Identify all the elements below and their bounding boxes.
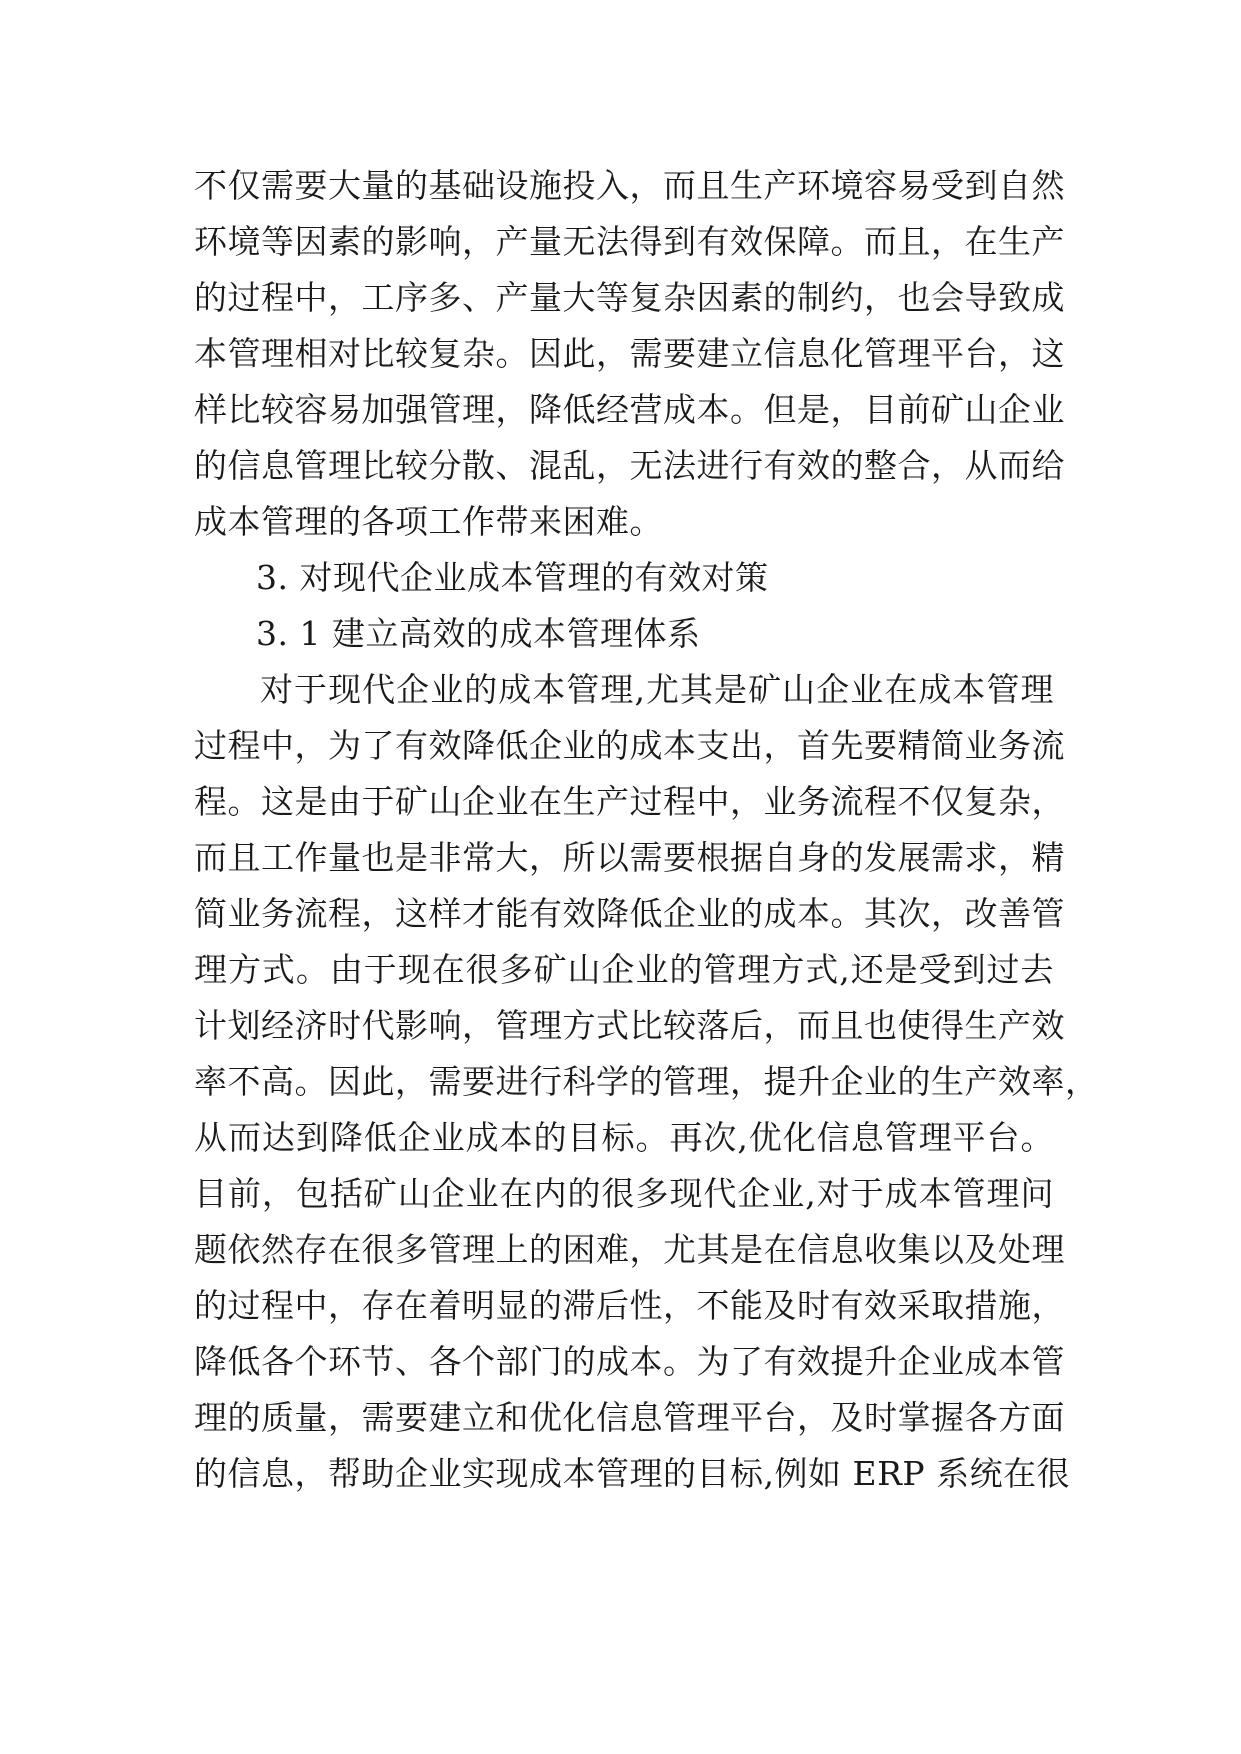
text-line: 对于现代企业的成本管理,尤其是矿山企业在成本管理 [260,670,1054,709]
text-line: 率不高。因此，需要进行科学的管理，提升企业的生产效率， [194,1062,1099,1101]
text-line: 的信息，帮助企业实现成本管理的目标,例如 ERP 系统在很 [194,1454,1071,1493]
text-line: 成本管理的各项工作带来困难。 [194,502,663,541]
text-line: 理方式。由于现在很多矿山企业的管理方式,还是受到过去 [194,950,1054,989]
text-line: 程。这是由于矿山企业在生产过程中，业务流程不仅复杂， [194,782,1065,821]
text-line: 简业务流程，这样才能有效降低企业的成本。其次，改善管 [194,894,1065,933]
text-line: 理的质量，需要建立和优化信息管理平台，及时掌握各方面 [194,1398,1065,1437]
text-line: 而且工作量也是非常大，所以需要根据自身的发展需求，精 [194,838,1065,877]
paragraph [194,158,1065,550]
text-line: 过程中，为了有效降低企业的成本支出，首先要精简业务流 [194,726,1065,765]
text-line: 环境等因素的影响，产量无法得到有效保障。而且，在生产 [194,222,1065,261]
text-line: 降低各个环节、各个部门的成本。为了有效提升企业成本管 [194,1342,1065,1381]
text-line: 的信息管理比较分散、混乱，无法进行有效的整合，从而给 [194,446,1065,485]
text-line: 计划经济时代影响，管理方式比较落后，而且也使得生产效 [194,1006,1065,1045]
document-body [194,158,1099,1502]
text-line: 的过程中，存在着明显的滞后性，不能及时有效采取措施， [194,1286,1065,1325]
text-line: 从而达到降低企业成本的目标。再次,优化信息管理平台。 [194,1118,1054,1157]
paragraph [194,662,1099,1502]
text-line: 不仅需要大量的基础设施投入，而且生产环境容易受到自然 [194,166,1065,205]
text-line: 本管理相对比较复杂。因此，需要建立信息化管理平台，这 [194,334,1065,373]
subsection-heading: 3. 1 建立高效的成本管理体系 [256,614,701,653]
text-line: 目前，包括矿山企业在内的很多现代企业,对于成本管理问 [194,1174,1054,1213]
text-line: 样比较容易加强管理，降低经营成本。但是，目前矿山企业 [194,390,1065,429]
text-line: 的过程中，工序多、产量大等复杂因素的制约，也会导致成 [194,278,1065,317]
section-heading: 3. 对现代企业成本管理的有效对策 [256,558,769,597]
text-line: 题依然存在很多管理上的困难，尤其是在信息收集以及处理 [194,1230,1065,1269]
